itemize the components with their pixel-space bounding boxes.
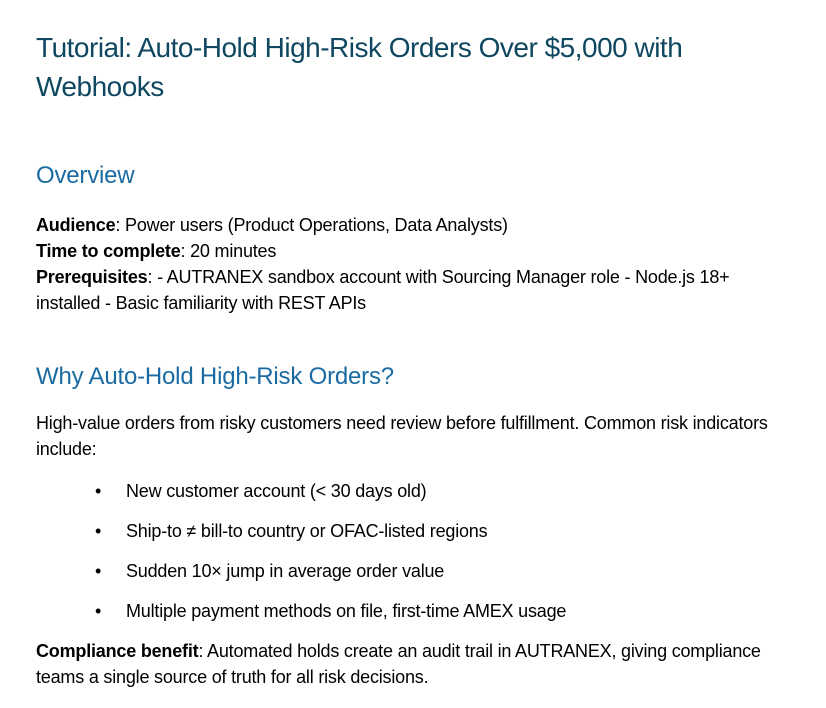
meta-prerequisites-label: Prerequisites — [36, 267, 148, 287]
bullet-icon: • — [95, 481, 102, 501]
section-heading-overview: Overview — [36, 162, 135, 189]
meta-prerequisites-value: : - AUTRANEX sandbox account with Sourcing Manager role - Node.js 18+ installed - Basic familiarity with REST APIs — [36, 267, 730, 313]
compliance-text: : Automated holds create an audit trail in AUTRANEX, giving compliance teams a single source of truth for all risk decisions. — [36, 641, 761, 687]
list-item-text: Multiple payment methods on file, first-time AMEX usage — [126, 601, 567, 621]
list-item-text: Sudden 10× jump in average order value — [126, 561, 445, 581]
list-item-text: New customer account (< 30 days old) — [126, 481, 427, 501]
bullet-icon: • — [95, 561, 102, 581]
meta-audience-label: Audience — [36, 215, 116, 235]
meta-prerequisites — [36, 264, 790, 316]
section-heading-why: Why Auto-Hold High-Risk Orders? — [36, 363, 394, 390]
meta-time-label: Time to complete — [36, 241, 181, 261]
why-intro-paragraph: High-value orders from risky customers need review before fulfillment. Common risk indicators include: — [36, 413, 768, 459]
meta-audience — [36, 212, 790, 238]
page-title: Tutorial: Auto-Hold High-Risk Orders Over $5,000 with Webhooks — [36, 32, 683, 102]
list-item — [36, 518, 790, 544]
list-item — [36, 478, 790, 504]
risk-indicator-list — [36, 478, 790, 624]
bullet-icon: • — [95, 521, 102, 541]
overview-meta — [36, 212, 790, 316]
meta-audience-value: : Power users (Product Operations, Data Analysts) — [115, 215, 508, 235]
bullet-icon: • — [95, 601, 102, 621]
compliance-paragraph — [36, 638, 790, 690]
meta-time-to-complete — [36, 238, 790, 264]
meta-time-value: : 20 minutes — [180, 241, 277, 261]
compliance-label: Compliance benefit — [36, 641, 199, 661]
list-item — [36, 558, 790, 584]
list-item — [36, 598, 790, 624]
list-item-text: Ship-to ≠ bill-to country or OFAC-listed regions — [126, 521, 488, 541]
